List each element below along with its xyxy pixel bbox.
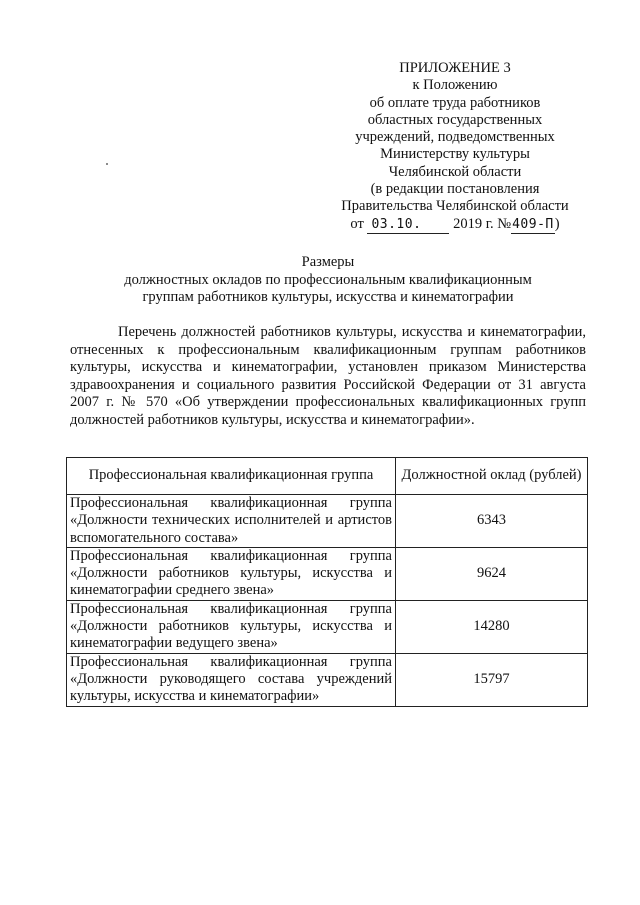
salary-cell: 6343 [396,495,588,548]
appendix-line: учреждений, подведомственных [355,129,555,146]
group-cell: Профессиональная квалификационная группа «Должности работников культуры, искусства и кинематографии среднего звена» [67,547,396,600]
appendix-line: к Положению [412,77,498,94]
appendix-line: Челябинской области [388,163,522,180]
heading-line: группам работников культуры, искусства и кинематографии [142,289,514,306]
table-row [67,600,588,653]
document-number: 409-П [511,216,555,234]
appendix-line: Министерству культуры [380,146,530,163]
appendix-line: ПРИЛОЖЕНИЕ 3 [399,60,511,76]
appendix-date-line [330,216,580,234]
table-header-row [67,458,588,495]
table-row [67,547,588,600]
heading-line: Размеры [301,254,355,270]
table-row [67,653,588,706]
document-heading [70,254,586,307]
appendix-line: (в редакции постановления [370,181,540,198]
closing-bracket: ) [554,215,560,232]
group-cell: Профессиональная квалификационная группа «Должности работников культуры, искусства и кинематографии ведущего звена» [67,600,396,653]
group-cell: Профессиональная квалификационная группа «Должности руководящего состава учреждений культуры, искусства и кинематографии» [67,653,396,706]
appendix-line: областных государственных [367,111,543,128]
salary-cell: 15797 [396,653,588,706]
body-paragraph: Перечень должностей работников культуры, искусства и кинематографии, отнесенных к профессиональным квалификационным группам работников культуры, искусства и кинематографии, установлен приказом Министерства здравоохранения и социального развития Российской Федерации от 31 августа 2007 г. № 570 «Об утверждении профессиональных квалификационных групп должностей работников культуры, искусства и кинематографии». [70,324,586,428]
appendix-line: об оплате труда работников [369,94,541,111]
date-value: 03.10. [367,216,449,234]
appendix-line: Правительства Челябинской области [341,198,569,215]
table-row [67,495,588,548]
salary-table [66,457,588,707]
appendix-header [330,60,580,234]
column-header-salary: Должностной оклад (рублей) [396,458,588,495]
column-header-group: Профессиональная квалификационная группа [67,458,396,495]
year-text: 2019 г. № [453,215,512,232]
group-cell: Профессиональная квалификационная группа «Должности технических исполнителей и артистов вспомогательного состава» [67,495,396,548]
heading-line: должностных окладов по профессиональным квалификационным [124,271,532,288]
salary-cell: 14280 [396,600,588,653]
date-prefix: от [350,215,364,232]
scan-speck [106,163,108,165]
salary-cell: 9624 [396,547,588,600]
